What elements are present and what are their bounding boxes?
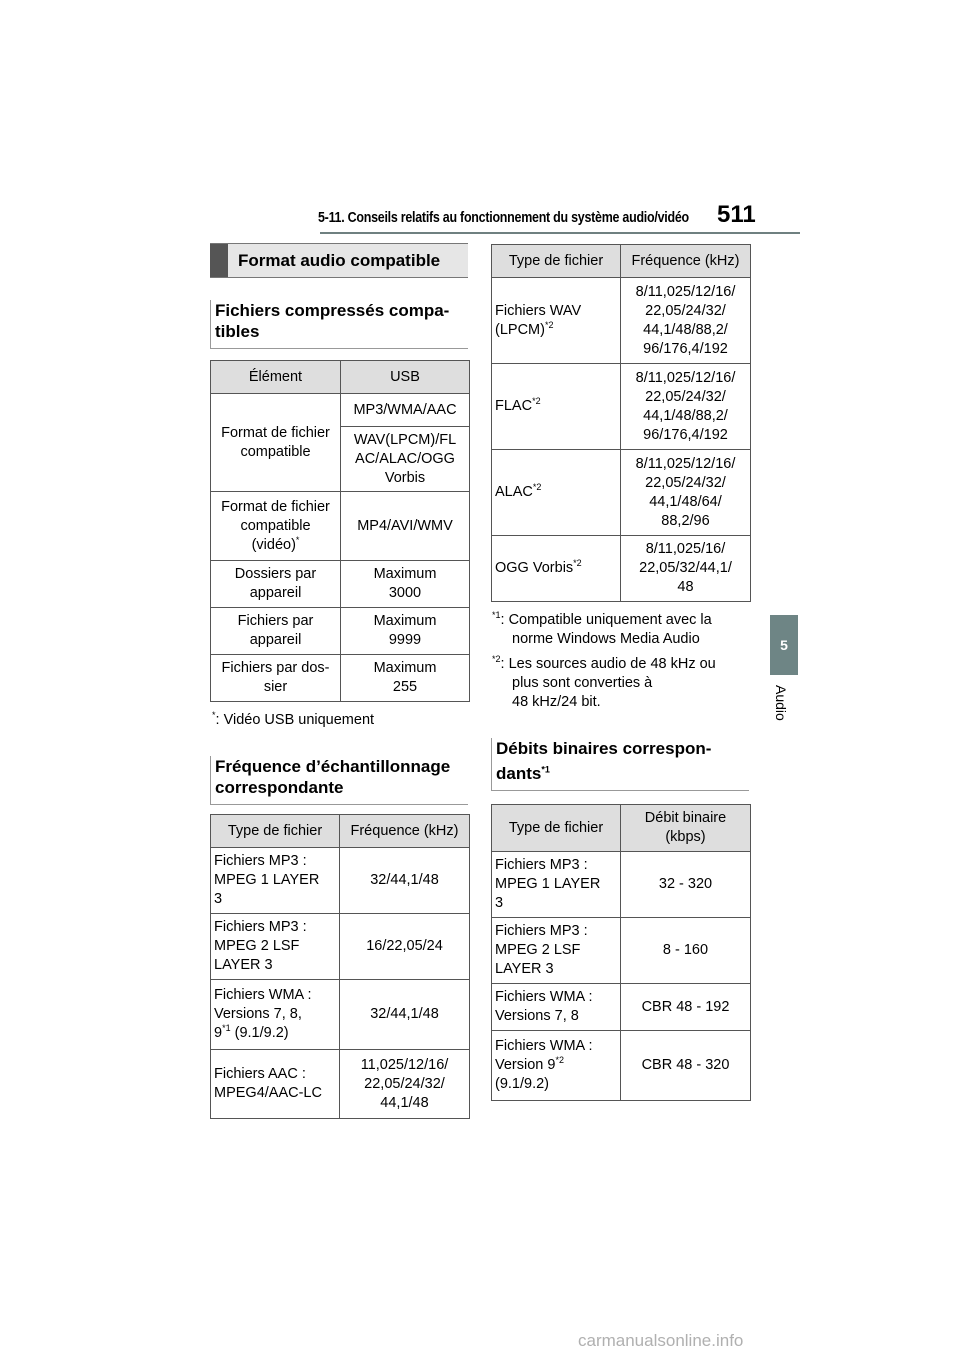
sampling-heading (210, 756, 468, 805)
row-value: CBR 48 - 192 (621, 984, 751, 1031)
row-value: 32/44,1/48 (340, 848, 470, 914)
row-label: Fichiers WMA : Versions 7, 8 (492, 984, 621, 1031)
table-row (492, 1031, 751, 1101)
table-row (211, 848, 470, 914)
row-label: Fichiers MP3 : MPEG 2 LSF LAYER 3 (492, 918, 621, 984)
footnote-video: *: Vidéo USB uniquement (212, 710, 375, 728)
row-value: 8/11,025/12/16/ 22,05/24/32/ 44,1/48/88,2/ 96/176,4/192 (621, 278, 751, 364)
watermark: carmanualsonline.info (578, 1331, 744, 1350)
row-label: Fichiers WAV (LPCM)$^{*2}$ (492, 278, 621, 364)
table-row (492, 918, 751, 984)
row-label: Fichiers par appareil (211, 608, 341, 655)
sampling-table (210, 814, 470, 1119)
section-title: Format audio compatible (238, 250, 441, 270)
row-label: Fichiers par dos- sier (211, 655, 341, 702)
section-header (210, 243, 468, 278)
row-value: 32/44,1/48 (340, 980, 470, 1050)
row-label: Fichiers MP3 : MPEG 1 LAYER 3 (492, 852, 621, 918)
row-label: Format de fichier compatible (vidéo)* (211, 492, 341, 561)
bitrate-heading: Débits binaires correspon- dants$^{*1}$ (491, 738, 749, 791)
row-label: Format de fichier compatible (211, 394, 341, 492)
table-row (492, 278, 751, 364)
heading-line: Fréquence d’échantillonnage (215, 757, 451, 776)
footnote-2: $^{*2}$: Les sources audio de 48 kHz ou plus sont converties à 48 kHz/24 bit. (492, 654, 716, 710)
heading-line: Débits binaires correspon- (496, 739, 712, 758)
row-value: 11,025/12/16/ 22,05/24/32/ 44,1/48 (340, 1050, 470, 1119)
row-label: Fichiers WMA : Versions 7, 8, 9$^{*1}$ (9.1/9.2) (211, 980, 340, 1050)
row-value: 32 - 320 (621, 852, 751, 918)
row-label: Fichiers MP3 : MPEG 2 LSF LAYER 3 (211, 914, 340, 980)
table-header-row (211, 815, 470, 848)
table-row (211, 914, 470, 980)
row-label: Fichiers MP3 : MPEG 1 LAYER 3 (211, 848, 340, 914)
row-value: MP4/AVI/WMV (341, 492, 470, 561)
col-header-type: Type de fichier (492, 245, 621, 278)
row-value: CBR 48 - 320 (621, 1031, 751, 1101)
chapter-side-label: Audio (773, 685, 789, 721)
row-value: MP3/WMA/AAC (341, 394, 470, 427)
compressed-files-table (210, 360, 470, 702)
header-rule (320, 232, 800, 234)
table-row (211, 655, 470, 702)
row-value: 8/11,025/16/ 22,05/32/44,1/ 48 (621, 536, 751, 602)
table-row (211, 394, 470, 427)
row-label: Dossiers par appareil (211, 561, 341, 608)
col-header-type: Type de fichier (211, 815, 340, 848)
row-label: FLAC$^{*2}$ (492, 364, 621, 450)
heading-line: Fichiers compressés compa- (215, 301, 450, 320)
row-value: 16/22,05/24 (340, 914, 470, 980)
footnote-1: $^{*1}$: Compatible uniquement avec la norme Windows Media Audio (492, 610, 712, 647)
row-value: Maximum 3000 (341, 561, 470, 608)
chapter-tab: 5 (770, 615, 798, 675)
row-value: 8 - 160 (621, 918, 751, 984)
row-value: Maximum 9999 (341, 608, 470, 655)
table-row (211, 1050, 470, 1119)
col-header-bitrate: Débit binaire (kbps) (621, 805, 751, 852)
table-header-row (211, 361, 470, 394)
heading-line: tibles (215, 322, 260, 341)
page-number: 511 (717, 201, 756, 228)
table-header-row (492, 805, 751, 852)
compressed-files-heading (210, 300, 468, 349)
chapter-title: 5-11. Conseils relatifs au fonctionnement du système audio/vidéo (318, 210, 689, 226)
sampling-table-continued (491, 244, 751, 602)
heading-line: correspondante (215, 778, 344, 797)
col-header-type: Type de fichier (492, 805, 621, 852)
col-header-frequency: Fréquence (kHz) (340, 815, 470, 848)
bitrate-table (491, 804, 751, 1101)
table-row (492, 984, 751, 1031)
row-value: 8/11,025/12/16/ 22,05/24/32/ 44,1/48/64/ 88,2/96 (621, 450, 751, 536)
row-value: 8/11,025/12/16/ 22,05/24/32/ 44,1/48/88,2/ 96/176,4/192 (621, 364, 751, 450)
table-row (211, 492, 470, 561)
table-row (492, 852, 751, 918)
row-value: WAV(LPCM)/FL AC/ALAC/OGG Vorbis (341, 427, 470, 492)
table-row (492, 364, 751, 450)
row-label: ALAC$^{*2}$ (492, 450, 621, 536)
table-row (211, 980, 470, 1050)
col-header-element: Élément (211, 361, 341, 394)
table-row (211, 561, 470, 608)
row-label: Fichiers AAC : MPEG4/AAC-LC (211, 1050, 340, 1119)
col-header-frequency: Fréquence (kHz) (621, 245, 751, 278)
row-label: OGG Vorbis$^{*2}$ (492, 536, 621, 602)
section-marker (210, 244, 228, 277)
table-row (492, 450, 751, 536)
table-row (492, 536, 751, 602)
row-value: Maximum 255 (341, 655, 470, 702)
table-header-row (492, 245, 751, 278)
col-header-usb: USB (341, 361, 470, 394)
row-label: Fichiers WMA : Version 9$^{*2}$ (9.1/9.2) (492, 1031, 621, 1101)
table-row (211, 608, 470, 655)
